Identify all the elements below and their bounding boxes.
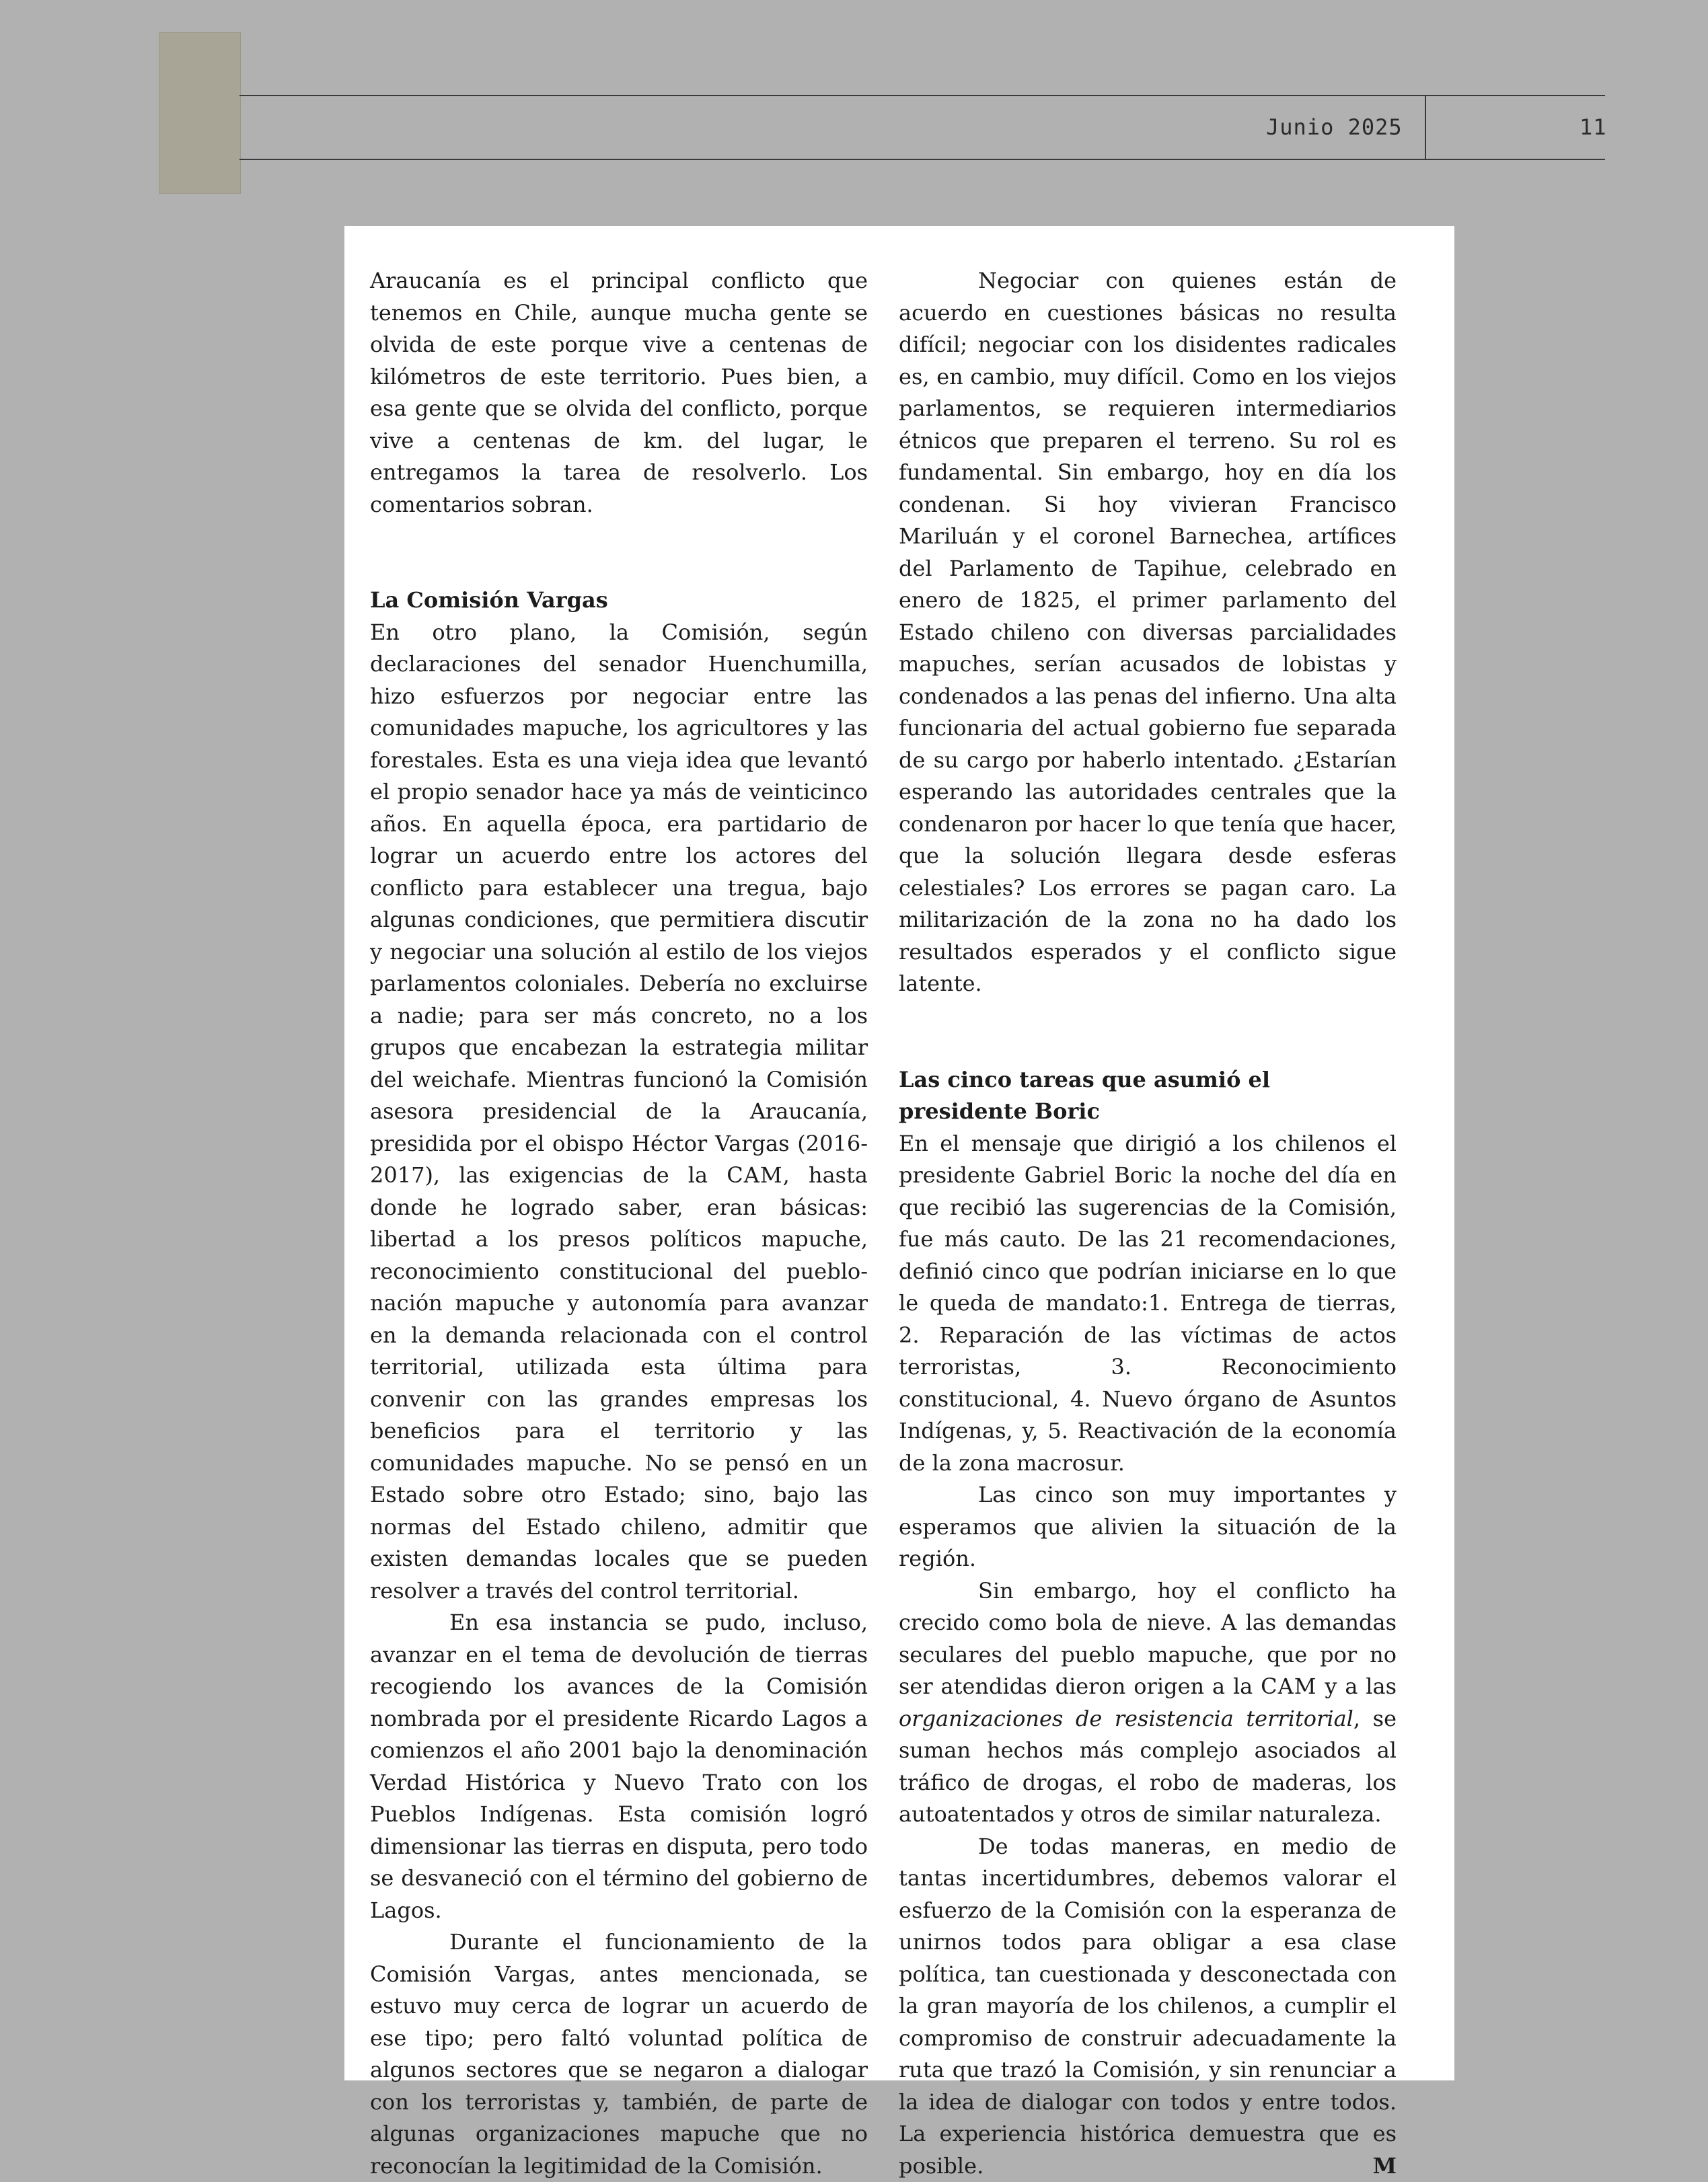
section-heading: Las cinco tareas que asumió el presidente Boric [899, 1064, 1397, 1128]
section-tab-marker [159, 32, 241, 194]
paragraph-text: y a las [1317, 1673, 1397, 1699]
italic-phrase: organizaciones de resistencia territorial [899, 1706, 1353, 1731]
paragraph-text: , hasta donde he logrado saber, eran básicas: libertad a los presos políticos mapuche, reconocimiento constitucional del pueblo-nación mapuche y autonomía para avanzar en la demanda relacionada con el control territorial, utilizada esta última para convenir con las grandes empresas los beneficios para el territorio y las comunidades mapuche. No se pensó en un Estado sobre otro Estado; sino, bajo las normas del Estado chileno, admitir que existen demandas locales que se pueden resolver a través del control territorial. [370, 1162, 868, 1604]
paragraph-text: En otro plano, la Comisión, según declaraciones del senador Huenchumilla, hizo esfuerzos por negociar entre las comunidades mapuche, los agricultores y las forestales. Esta es una vieja idea que levantó el propio senador hace ya más de veinticinco años. En aquella época, era partidario de lograr un acuerdo entre los actores del conflicto para establecer una tregua, bajo algunas condiciones, que permitiera discutir y negociar una solución al estilo de los viejos parlamentos coloniales. Debería no excluirse a nadie; para ser más concreto, no a los grupos que encabezan la estrategia militar del weichafe. Mientras funcionó la Comisión asesora presidencial de la Araucanía, presidida por el obispo Héctor Vargas (2016-2017), las exigencias de la [370, 619, 868, 1189]
header-top-rule [239, 95, 1605, 96]
header-divider [1425, 95, 1426, 160]
paragraph-text: Sin embargo, hoy el conflicto ha crecido como bola de nieve. A las demandas seculares del pueblo mapuche, que por no ser atendidas dieron origen a la [899, 1578, 1397, 1700]
paragraph-text: De todas maneras, en medio de tantas incertidumbres, debemos valorar el esfuerzo de la Comisión con la esperanza de unirnos todos para obligar a esa clase política, tan cuestionada y desconectada con la gran mayoría de los chilenos, a cumplir el compromiso de construir adecuadamente la ruta que trazó la Comisión, y sin renunciar a la idea de dialogar con todos y entre todos. La experiencia histórica demuestra que es posible. [899, 1834, 1397, 2179]
paragraph [370, 617, 868, 1608]
paragraph: En esa instancia se pudo, incluso, avanzar en el tema de devolución de tierras recogiendo los avances de la Comisión nombrada por el presidente Ricardo Lagos a comienzos el año 2001 bajo la denominación Verdad Histórica y Nuevo Trato con los Pueblos Indígenas. Esta comisión logró dimensionar las tierras en disputa, pero todo se desvaneció con el término del gobierno de Lagos. [370, 1607, 868, 1926]
left-column [370, 265, 868, 2182]
issue-date: Junio 2025 [1266, 114, 1403, 140]
page-number: 11 [1580, 114, 1607, 140]
acronym: CAM [727, 1162, 782, 1188]
paragraph: En el mensaje que dirigió a los chilenos el presidente Gabriel Boric la noche del día en que recibió las sugerencias de la Comisión, fue más cauto. De las 21 recomendaciones, definió cinco que podrían iniciarse en lo que le queda de mandato:1. Entrega de tierras, 2. Reparación de las víctimas de actos terroristas, 3. Reconocimiento constitucional, 4. Nuevo órgano de Asuntos Indígenas, y, 5. Reactivación de la economía de la zona macrosur. [899, 1128, 1397, 1480]
paragraph-text: , se suman hechos más complejo asociados al tráfico de drogas, el robo de maderas, los autoatentados y otros de similar naturaleza. [899, 1706, 1397, 1828]
paragraph [899, 1575, 1397, 1831]
section-heading: La Comisión Vargas [370, 585, 868, 617]
article-page [344, 226, 1454, 2080]
paragraph: Araucanía es el principal conflicto que tenemos en Chile, aunque mucha gente se olvida de este porque vive a centenas de kilómetros de este territorio. Pues bien, a esa gente que se olvida del conflicto, porque vive a centenas de km. del lugar, le entregamos la tarea de resolverlo. Los comentarios sobran. [370, 265, 868, 521]
paragraph: Las cinco son muy importantes y esperamos que alivien la situación de la región. [899, 1479, 1397, 1575]
paragraph: Durante el funcionamiento de la Comisión Vargas, antes mencionada, se estuvo muy cerca de lograr un acuerdo de ese tipo; pero faltó voluntad política de algunos sectores que se negaron a dialogar con los terroristas y, también, de parte de algunas organizaciones mapuche que no reconocían la legitimidad de la Comisión. [370, 1926, 868, 2182]
header-bottom-rule [239, 159, 1605, 160]
paragraph [899, 1831, 1397, 2182]
paragraph: Negociar con quienes están de acuerdo en cuestiones básicas no resulta difícil; negociar con los disidentes radicales es, en cambio, muy difícil. Como en los viejos parlamentos, se requieren intermediarios étnicos que preparen el terreno. Su rol es fundamental. Sin embargo, hoy en día los condenan. Si hoy vivieran Francisco Mariluán y el coronel Barnechea, artífices del Parlamento de Tapihue, celebrado en enero de 1825, el primer parlamento del Estado chileno con diversas parcialidades mapuches, serían acusados de lobistas y condenados a las penas del infierno. Una alta funcionaria del actual gobierno fue separada de su cargo por haberlo intentado. ¿Estarían esperando las autoridades centrales que la condenaron por hacer lo que tenía que hacer, que la solución llegara desde esferas celestiales? Los errores se pagan caro. La militarización de la zona no ha dado los resultados esperados y el conflicto sigue latente. [899, 265, 1397, 1000]
right-column [899, 265, 1397, 2182]
acronym: CAM [1261, 1673, 1316, 1699]
end-of-article-mark: M [1294, 2150, 1397, 2182]
